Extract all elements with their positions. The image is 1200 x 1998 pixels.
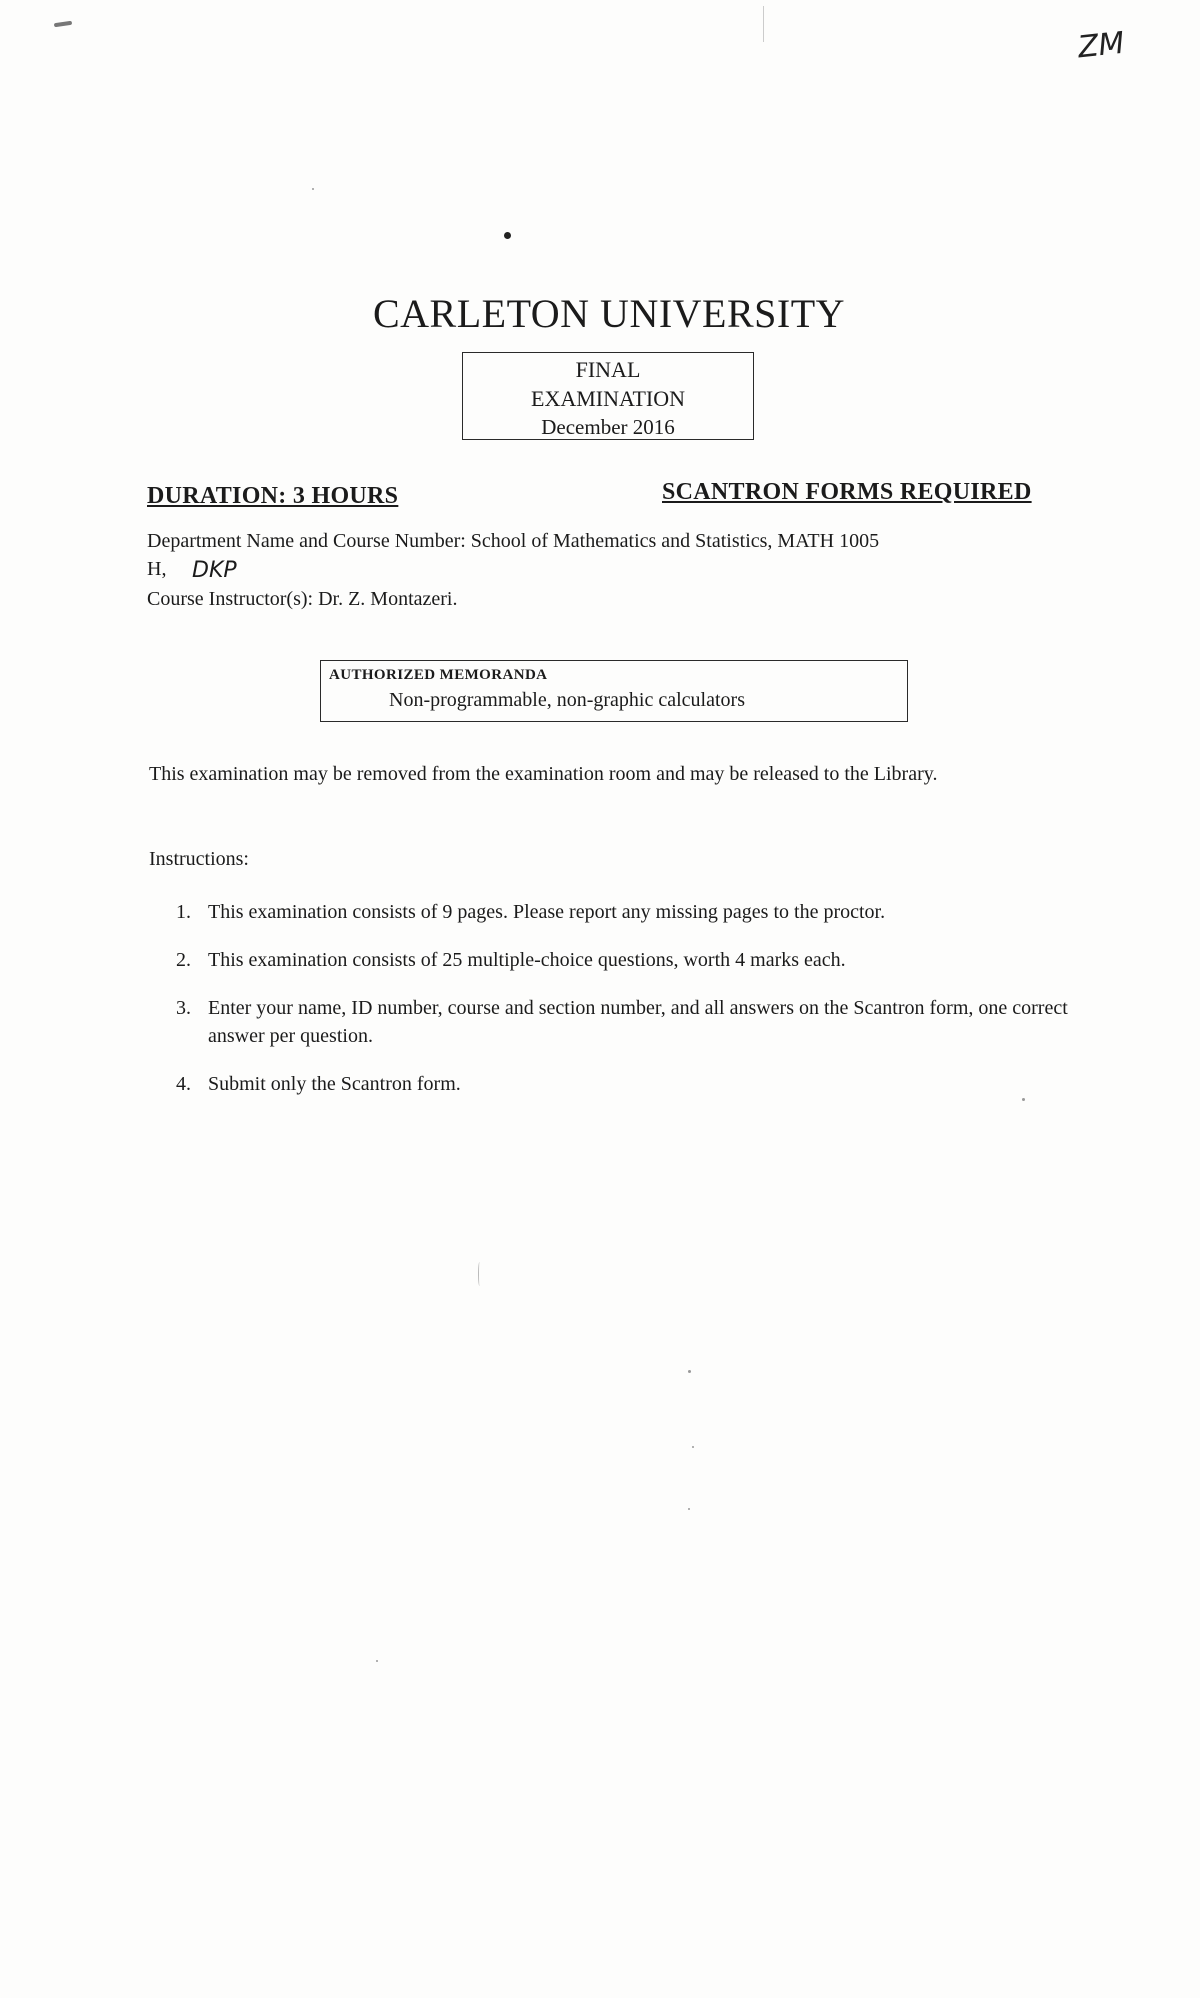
instructions-heading: Instructions: [149, 848, 249, 870]
department-line: Department Name and Course Number: School of Mathematics and Statistics, MATH 1005 [147, 530, 880, 552]
handwritten-note-top: ZM [1076, 25, 1127, 66]
instruction-number: 4. [176, 1073, 191, 1095]
scan-speck [688, 1370, 691, 1373]
instruction-text: This examination consists of 9 pages. Please report any missing pages to the proctor. [208, 901, 886, 923]
exam-date: December 2016 [541, 415, 675, 439]
scan-speck [688, 1508, 690, 1510]
instruction-number: 2. [176, 949, 191, 971]
instructor-line: Course Instructor(s): Dr. Z. Montazeri. [147, 588, 458, 610]
scan-speck [1022, 1098, 1025, 1101]
memoranda-label: AUTHORIZED MEMORANDA [329, 667, 548, 683]
instruction-number: 3. [176, 997, 191, 1019]
scan-speck [376, 1660, 378, 1662]
instruction-item [176, 946, 1088, 974]
exam-title-box [462, 352, 754, 440]
instruction-number: 1. [176, 901, 191, 923]
university-title: CARLETON UNIVERSITY [372, 291, 846, 336]
scantron-heading: SCANTRON FORMS REQUIRED [662, 479, 1032, 505]
scan-mark [54, 21, 72, 27]
scan-speck [692, 1446, 694, 1448]
instruction-text: This examination consists of 25 multiple-choice questions, worth 4 marks each. [208, 949, 846, 971]
instruction-item [176, 994, 1088, 1050]
instruction-text: Enter your name, ID number, course and section number, and all answers on the Scantron form, one correct answer per question. [208, 997, 1068, 1047]
duration-heading: DURATION: 3 HOURS [147, 483, 399, 509]
handwritten-dept-note: DKP [192, 558, 237, 583]
pencil-mark [478, 1262, 481, 1286]
ink-dot [504, 232, 511, 239]
scan-speck [312, 188, 314, 190]
department-suffix: H, [147, 558, 167, 580]
exam-title-line2: EXAMINATION [531, 386, 685, 411]
exam-title-line1: FINAL [575, 357, 641, 382]
instruction-item [176, 1070, 1088, 1098]
instruction-item [176, 898, 1088, 926]
instructions-list [176, 898, 1088, 1118]
fold-line [763, 6, 764, 42]
memoranda-value: Non-programmable, non-graphic calculators [389, 689, 745, 711]
release-note: This examination may be removed from the examination room and may be released to the Library. [149, 763, 938, 785]
memoranda-box [320, 660, 908, 722]
instruction-text: Submit only the Scantron form. [208, 1073, 461, 1095]
